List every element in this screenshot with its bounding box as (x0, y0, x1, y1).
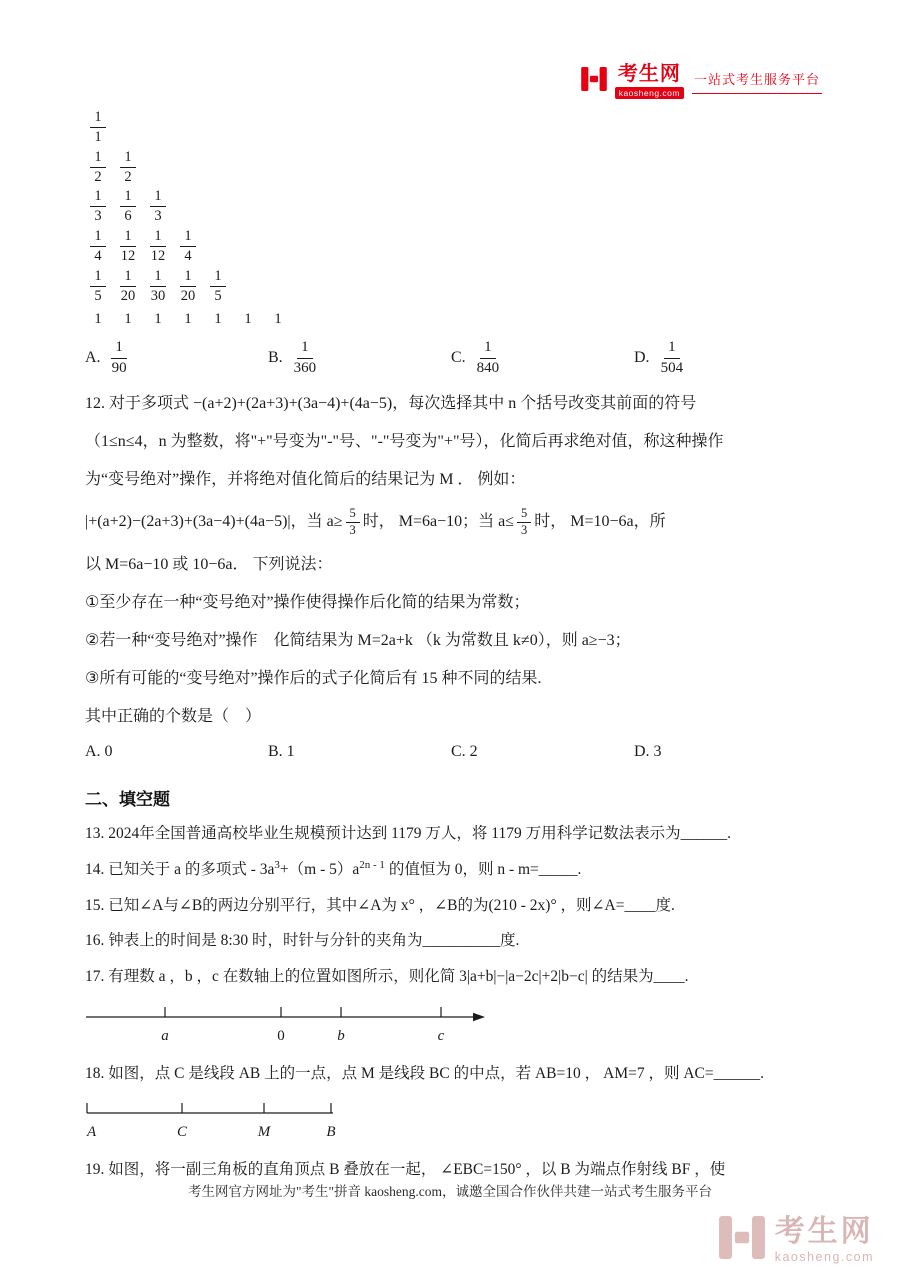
fraction-denominator: 20 (120, 287, 136, 304)
choice-label: C. (451, 349, 466, 367)
brand-text (615, 64, 684, 99)
fraction-numerator: 1 (90, 108, 105, 128)
fraction (175, 227, 201, 266)
triangle-one: 1 (94, 311, 102, 328)
fraction-denominator: 2 (94, 168, 102, 185)
kaosheng-logo-icon (581, 67, 607, 96)
fraction-numerator: 1 (120, 267, 135, 287)
fraction-numerator: 1 (180, 227, 195, 247)
fraction-numerator: 1 (90, 148, 105, 168)
superscript: 3 (274, 859, 280, 872)
q18-segment-figure (85, 1099, 815, 1146)
triangle-one: 1 (274, 311, 282, 328)
choice-label: A. (85, 349, 101, 367)
question-text-line: 以 M=6a−10 或 10−6a． 下列说法： (85, 555, 333, 573)
svg-text:a: a (161, 1028, 169, 1045)
triangle-ones-row (85, 311, 815, 328)
answer-choice (268, 338, 451, 378)
fraction-denominator: 90 (111, 359, 127, 376)
fraction-denominator: 5 (94, 287, 102, 304)
watermark-domain: kaosheng.com (774, 1249, 874, 1264)
triangle-one: 1 (214, 311, 222, 328)
fraction-denominator: 3 (94, 208, 102, 225)
fraction (517, 506, 531, 538)
fraction (473, 338, 504, 378)
fraction-numerator: 1 (120, 187, 135, 207)
fraction-denominator: 840 (476, 359, 500, 376)
brand-domain: kaosheng.com (615, 87, 684, 99)
fraction-numerator: 1 (90, 227, 105, 247)
triangle-row (85, 267, 815, 306)
answer-choice: B. 1 (268, 742, 295, 760)
svg-text:B: B (326, 1123, 336, 1140)
fraction-denominator: 5 (214, 287, 222, 304)
fraction (115, 187, 141, 226)
triangle-one: 1 (184, 311, 192, 328)
question: 19. 如图，将一副三角板的直角顶点 B 叠放在一起， ∠EBC=150° ，以 B 为端点作射线 BF ，使 (85, 1160, 726, 1178)
triangle-one: 1 (124, 311, 132, 328)
fraction-denominator: 3 (154, 208, 162, 225)
fraction-denominator: 3 (349, 523, 356, 538)
fraction-denominator: 4 (94, 247, 102, 264)
fraction-numerator: 1 (150, 187, 165, 207)
fraction-triangle (85, 108, 815, 305)
fraction-numerator: 5 (346, 506, 360, 523)
section-2-title: 二、填空题 (85, 789, 170, 809)
fraction-numerator: 1 (480, 338, 496, 359)
fraction (115, 148, 141, 187)
triangle-one: 1 (154, 311, 162, 328)
fraction (85, 108, 111, 147)
fraction-numerator: 1 (90, 267, 105, 287)
answer-choice: C. 2 (451, 742, 478, 760)
choice-label: D. (634, 349, 650, 367)
question: 18. 如图，点 C 是线段 AB 上的一点，点 M 是线段 BC 的中点，若 AB=10 ， AM=7 ，则 AC=______. (85, 1065, 764, 1083)
fraction-denominator: 360 (293, 359, 317, 376)
answer-choice (85, 338, 268, 378)
svg-text:M: M (257, 1123, 271, 1140)
fraction-denominator: 1 (94, 128, 102, 145)
fraction (85, 267, 111, 306)
question-text-line: （1≤n≤4，n 为整数，将"+"号变为"-"号、"-"号变为"+"号），化简后再求绝对值，称这种操作 (85, 433, 724, 451)
fraction-numerator: 1 (120, 148, 135, 168)
fraction (85, 148, 111, 187)
page-footer: 考生网官方网址为"考生"拼音 kaosheng.com，诚邀全国合作伙伴共建一站式考生服务平台 (187, 1184, 712, 1199)
svg-text:0: 0 (277, 1028, 285, 1045)
brand-name: 考生网 (617, 63, 681, 85)
fraction-denominator: 20 (180, 287, 196, 304)
svg-text:b: b (337, 1028, 345, 1045)
fraction-denominator: 2 (124, 168, 132, 185)
svg-text:C: C (176, 1123, 188, 1140)
fraction (145, 267, 171, 306)
fraction (290, 338, 321, 378)
triangle-row (85, 187, 815, 226)
triangle-one: 1 (244, 311, 252, 328)
fraction-numerator: 5 (517, 506, 531, 523)
fraction (85, 187, 111, 226)
question-text-line: ②若一种“变号绝对”操作 化简结果为 M=2a+k （k 为常数且 k≠0），则 a≥−3； (85, 631, 631, 649)
question-text-line: |+(a+2)−(2a+3)+(3a−4)+(4a−5)|，当 a≥ $\frac{5}{3}$ 时， M=6a−10；当 a≤ $\frac{5}{3}$ 时， M=10−6a，所 (85, 506, 666, 538)
fill-in-questions (85, 823, 815, 1181)
fraction-denominator: 4 (184, 247, 192, 264)
triangle-row (85, 227, 815, 266)
question: 17. 有理数 a ，b ，c 在数轴上的位置如图所示，则化简 3|a+b|−|a−2c|+2|b−c| 的结果为____. (85, 967, 689, 985)
fraction (346, 506, 360, 538)
fraction (145, 187, 171, 226)
fraction (175, 267, 201, 306)
fraction-numerator: 1 (120, 227, 135, 247)
question-text-line: 其中正确的个数是（ ） (85, 707, 262, 725)
choice-label: B. (268, 349, 283, 367)
question: 16. 钟表上的时间是 8:30 时，时针与分针的夹角为__________度. (85, 932, 520, 950)
question: 13. 2024年全国普通高校毕业生规模预计达到 1179 万人，将 1179 万用科学记数法表示为______. (85, 824, 731, 842)
answer-choice (451, 338, 634, 378)
answer-choice: A. 0 (85, 742, 113, 760)
q11-answer-choices (85, 338, 815, 378)
watermark-text (775, 1216, 874, 1264)
answer-choice (634, 338, 687, 378)
superscript: 2n - 1 (359, 859, 385, 872)
triangle-row (85, 108, 815, 147)
brand-tagline: 一站式考生服务平台 (692, 69, 822, 94)
question-text-line: ③所有可能的“变号绝对”操作后的式子化简后有 15 种不同的结果. (85, 669, 542, 687)
fraction-denominator: 30 (150, 287, 166, 304)
fraction (205, 267, 231, 306)
fraction-numerator: 1 (297, 338, 313, 359)
fraction-numerator: 1 (150, 227, 165, 247)
svg-text:A: A (87, 1123, 97, 1140)
fraction-numerator: 1 (664, 338, 680, 359)
question: 14. 已知关于 a 的多项式 - $3a^3+(m - 5)a^{2n - 1}$ 的值恒为 0，则 n - m=_____. (85, 859, 582, 879)
fraction-numerator: 1 (150, 267, 165, 287)
watermark-logo (719, 1216, 874, 1264)
fraction-numerator: 1 (180, 267, 195, 287)
question-text-line: 为“变号绝对”操作，并将绝对值化简后的结果记为 M ． 例如： (85, 471, 526, 489)
fraction-denominator: 504 (660, 359, 684, 376)
triangle-row (85, 148, 815, 187)
q12-answer-choices (85, 743, 815, 761)
fraction (85, 227, 111, 266)
question-text-line: 12. 对于多项式 −(a+2)+(2a+3)+(3a−4)+(4a−5)，每次选择其中 n 个括号改变其前面的符号 (85, 395, 697, 413)
svg-text:c: c (437, 1028, 445, 1045)
fraction (108, 338, 131, 378)
question-text-line: ①至少存在一种“变号绝对”操作使得操作后化简的结果为常数； (85, 593, 530, 611)
fraction-denominator: 12 (120, 247, 136, 264)
fraction (145, 227, 171, 266)
fraction (657, 338, 688, 378)
fraction-numerator: 1 (111, 338, 127, 359)
fraction-denominator: 3 (521, 523, 528, 538)
q17-numberline-figure (85, 1001, 815, 1050)
fraction-numerator: 1 (90, 187, 105, 207)
site-logo (581, 64, 822, 99)
fraction (115, 227, 141, 266)
fraction-numerator: 1 (210, 267, 225, 287)
answer-choice: D. 3 (634, 742, 662, 760)
question-12 (85, 392, 815, 728)
fraction (115, 267, 141, 306)
watermark-brand: 考生网 (774, 1215, 874, 1249)
fraction-denominator: 12 (150, 247, 166, 264)
question: 15. 已知∠A与∠B的两边分别平行，其中∠A为 x° ，∠B的为(210 - 2x)° ，则∠A=____度. (85, 896, 675, 914)
fraction-denominator: 6 (124, 208, 132, 225)
kaosheng-watermark-icon (719, 1216, 765, 1264)
